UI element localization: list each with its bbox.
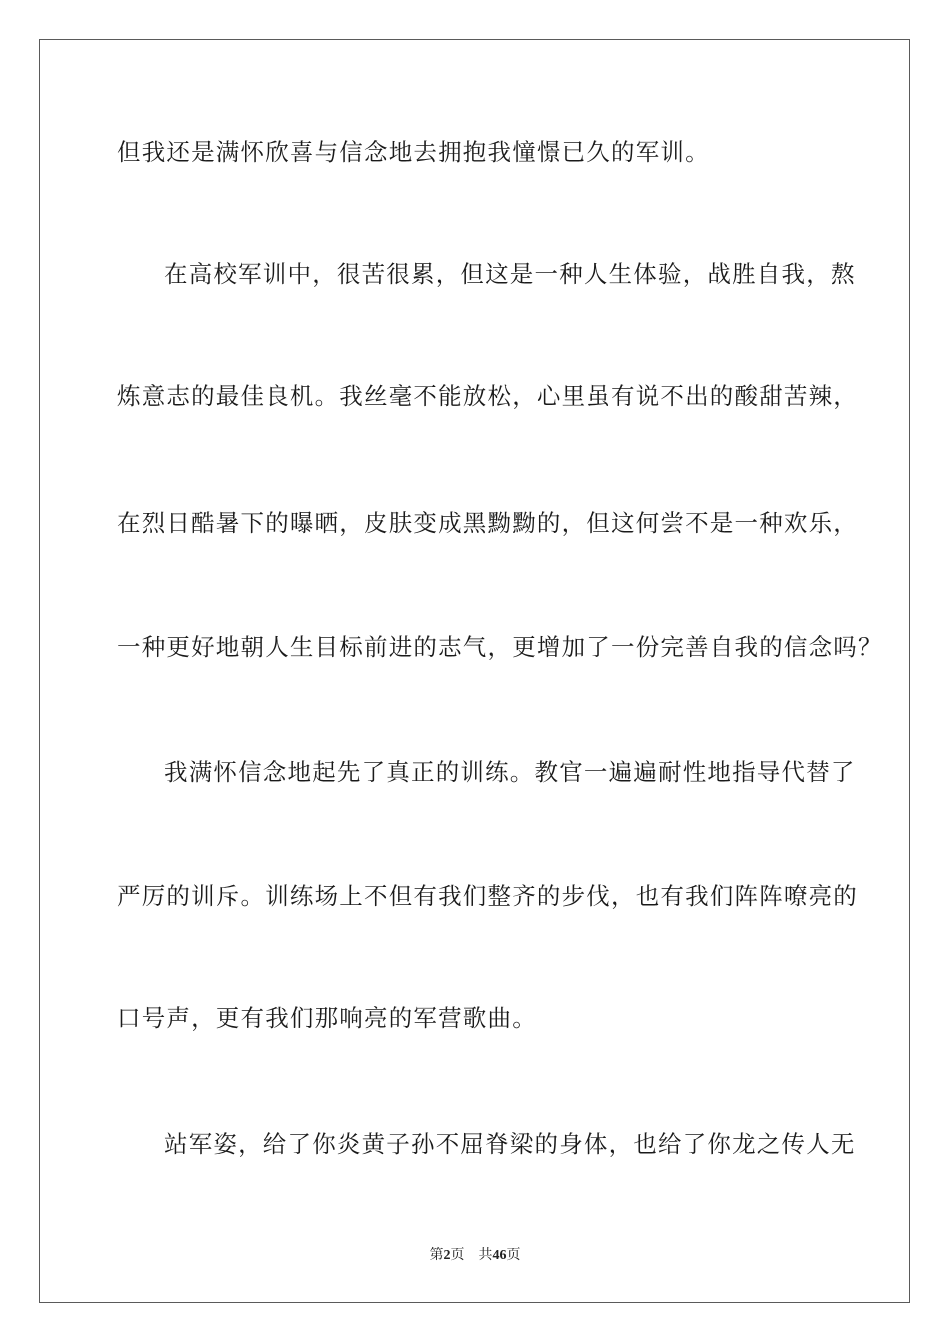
page-number: 2	[443, 1248, 451, 1263]
paragraph-line: 严厉的训斥。训练场上不但有我们整齐的步伐，也有我们阵阵嘹亮的	[117, 882, 858, 910]
paragraph-line: 但我还是满怀欣喜与信念地去拥抱我憧憬已久的军训。	[117, 138, 710, 166]
paragraph-line: 我满怀信念地起先了真正的训练。教官一遍遍耐性地指导代替了	[164, 758, 856, 786]
total-pages: 46	[492, 1248, 507, 1263]
page-footer	[0, 1246, 950, 1265]
page-prefix: 第	[429, 1247, 444, 1263]
paragraph-line: 站军姿，给了你炎黄子孙不屈脊梁的身体，也给了你龙之传人无	[164, 1130, 856, 1158]
paragraph-line: 在高校军训中，很苦很累，但这是一种人生体验，战胜自我，熬	[164, 260, 856, 288]
paragraph-line: 口号声，更有我们那响亮的军营歌曲。	[117, 1004, 537, 1032]
paragraph-line: 一种更好地朝人生目标前进的志气，更增加了一份完善自我的信念吗？	[117, 633, 883, 661]
total-suffix: 页	[506, 1247, 521, 1263]
total-prefix: 共	[478, 1247, 493, 1263]
paragraph-line: 炼意志的最佳良机。我丝毫不能放松，心里虽有说不出的酸甜苦辣，	[117, 382, 858, 410]
page-suffix: 页	[450, 1247, 465, 1263]
paragraph-line: 在烈日酷暑下的曝晒，皮肤变成黑黝黝的，但这何尝不是一种欢乐，	[117, 509, 858, 537]
page-border	[39, 39, 910, 1303]
